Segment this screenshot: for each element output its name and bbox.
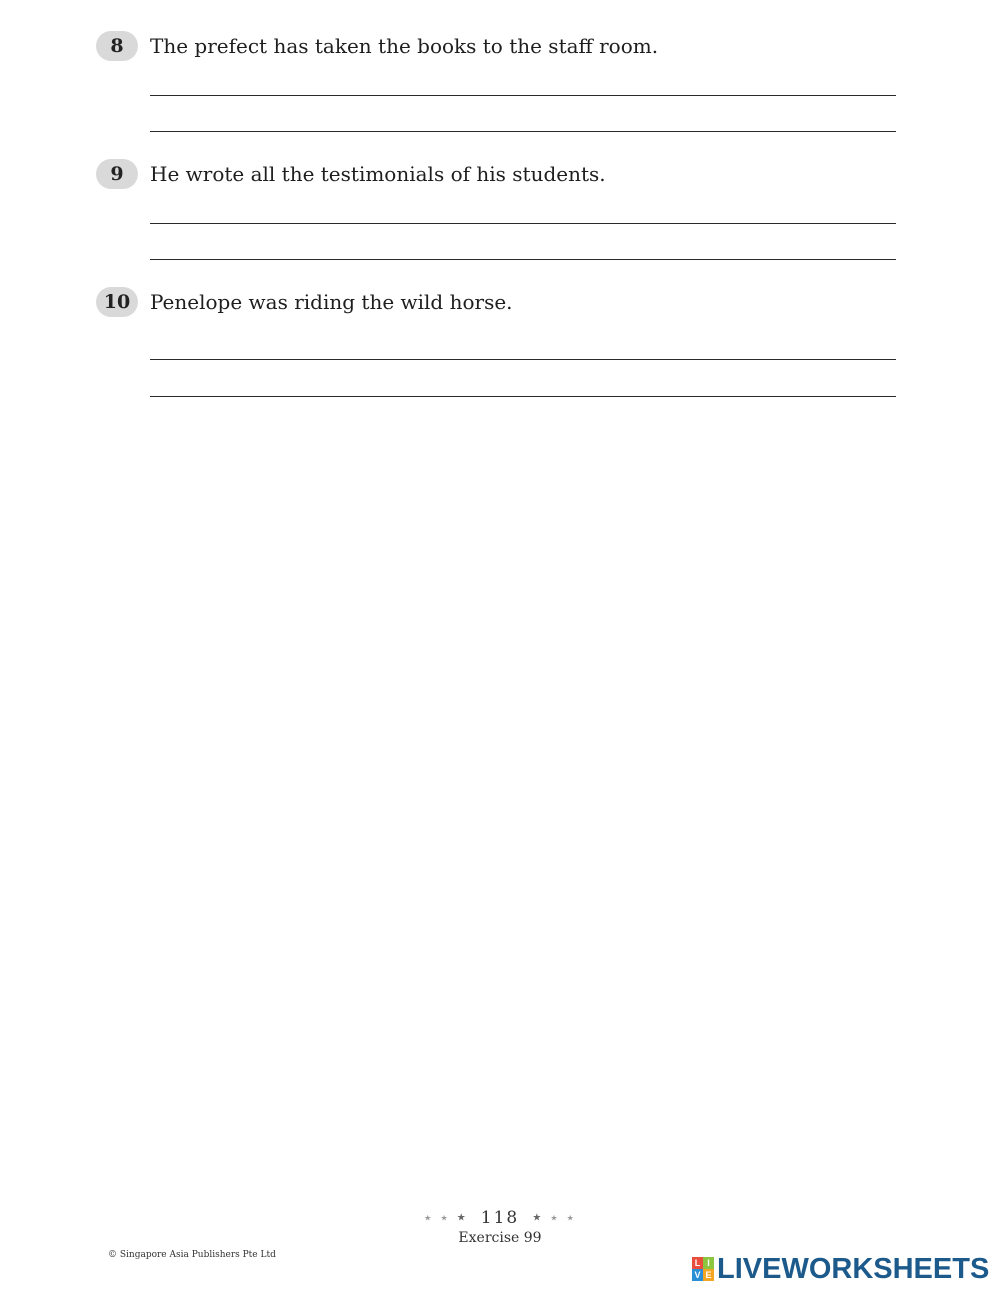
star-icon: ★ [566,1213,576,1223]
star-icon: ★ [440,1213,450,1223]
star-icon: ★ [456,1212,468,1224]
answer-line-2[interactable] [150,131,896,132]
logo-wordmark: LIVEWORKSHEETS [717,1253,990,1285]
liveworksheets-mark-icon [692,1257,714,1281]
liveworksheets-logo[interactable] [692,1254,989,1284]
answer-line-2[interactable] [150,396,896,397]
answer-line-1[interactable] [150,95,896,96]
logo-mark-letter: I [703,1257,714,1269]
logo-mark-letter: L [692,1257,703,1269]
answer-line-1[interactable] [150,359,896,360]
page-number: 118 [480,1208,520,1228]
exercise-label: Exercise 99 [458,1229,542,1246]
page-footer [0,1208,1000,1247]
question-number-badge: 8 [96,31,138,61]
question-number-badge: 9 [96,159,138,189]
answer-line-1[interactable] [150,223,896,224]
logo-mark-letter: E [703,1269,714,1281]
page-number-row [0,1208,1000,1229]
question-number-badge: 10 [96,287,138,317]
logo-mark-letter: V [692,1269,703,1281]
question-text: Penelope was riding the wild horse. [150,290,513,314]
copyright-notice: © Singapore Asia Publishers Pte Ltd [108,1250,276,1260]
question-text: He wrote all the testimonials of his students. [150,162,606,186]
star-icon: ★ [532,1212,544,1224]
answer-line-2[interactable] [150,259,896,260]
star-icon: ★ [424,1213,434,1223]
star-icon: ★ [550,1213,560,1223]
question-text: The prefect has taken the books to the staff room. [150,34,659,58]
